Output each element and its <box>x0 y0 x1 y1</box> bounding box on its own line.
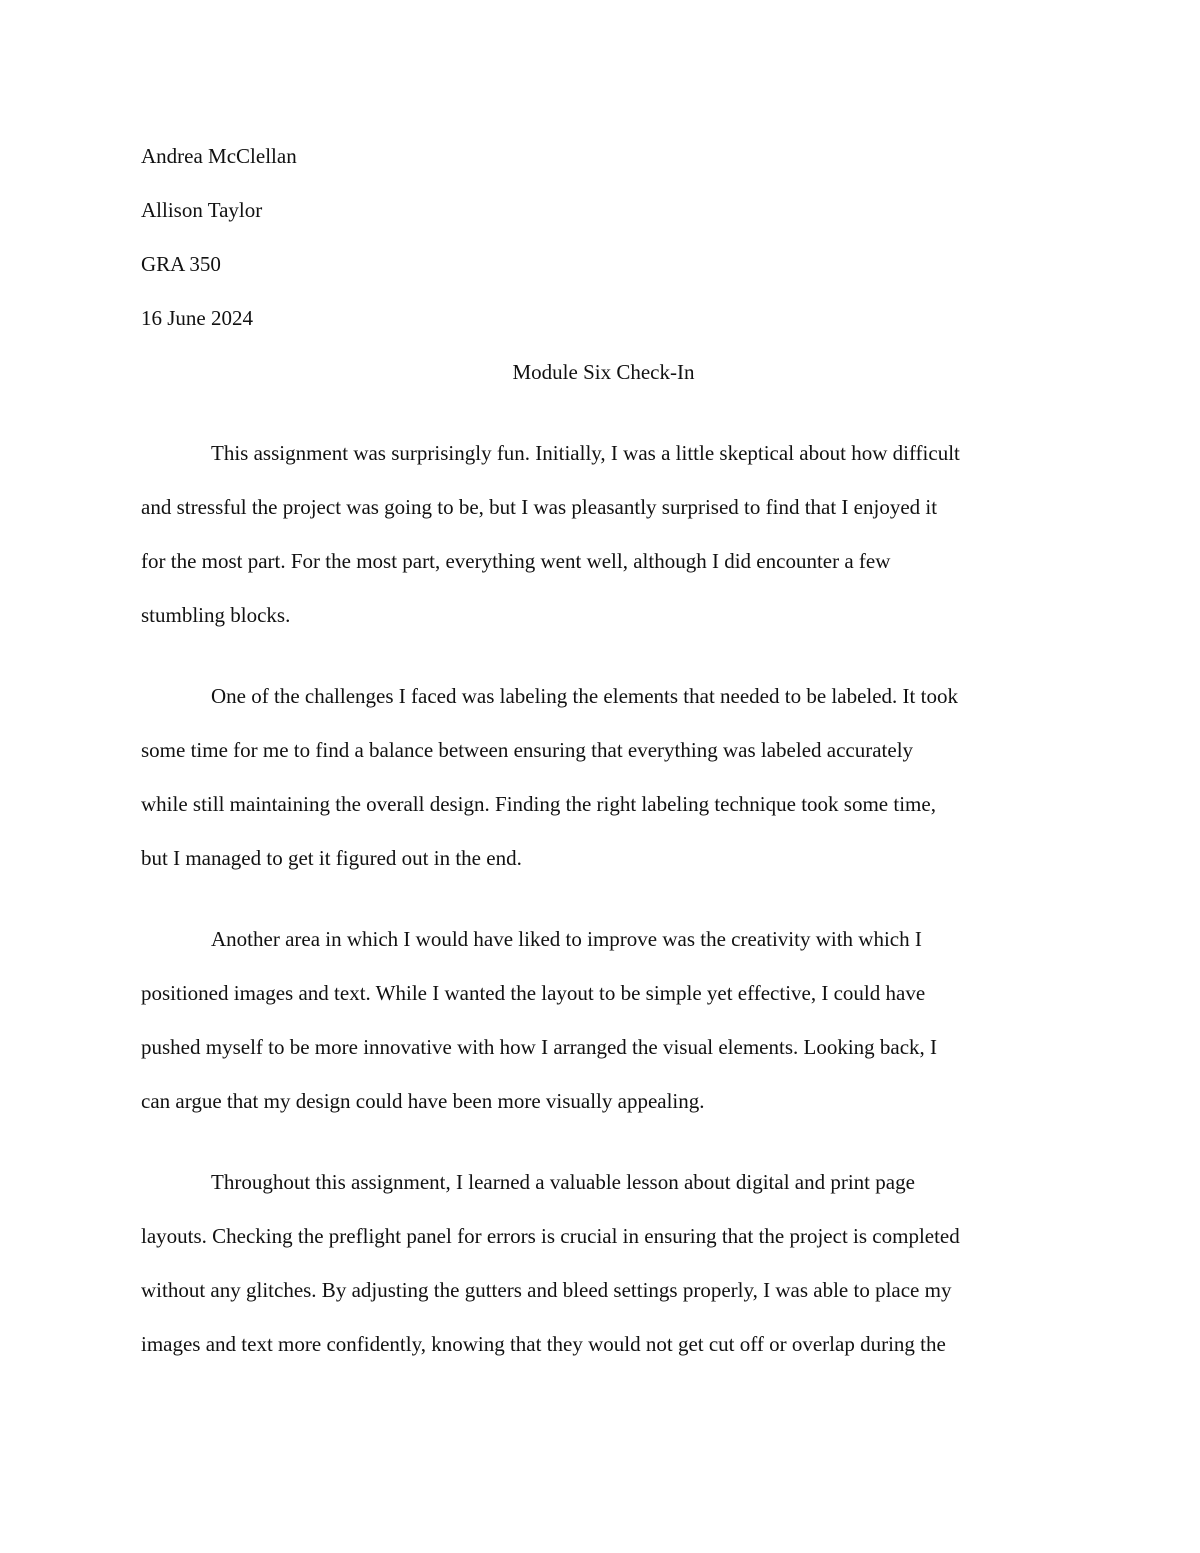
course-name: GRA 350 <box>141 252 221 276</box>
paragraph-line: pushed myself to be more innovative with how I arranged the visual elements. Looking back, I <box>141 1035 938 1059</box>
paragraph-line: without any glitches. By adjusting the gutters and bleed settings properly, I was able to place my <box>141 1278 952 1302</box>
paragraph <box>141 669 1066 885</box>
paragraph-line: for the most part. For the most part, everything went well, although I did encounter a few <box>141 549 891 573</box>
paragraph-line: images and text more confidently, knowing that they would not get cut off or overlap during the <box>141 1332 946 1356</box>
paragraph-line: while still maintaining the overall design. Finding the right labeling technique took some time, <box>141 792 936 816</box>
paragraph-line: but I managed to get it figured out in the end. <box>141 846 522 870</box>
student-name: Andrea McClellan <box>141 144 297 168</box>
paragraph-line: stumbling blocks. <box>141 603 291 627</box>
paragraph-line: and stressful the project was going to be, but I was pleasantly surprised to find that I enjoyed it <box>141 495 938 519</box>
paragraph-line: One of the challenges I faced was labeling the elements that needed to be labeled. It took <box>211 684 958 708</box>
paragraph-line: some time for me to find a balance between ensuring that everything was labeled accurately <box>141 738 914 762</box>
paragraph <box>141 1155 1066 1371</box>
paragraph-line: Another area in which I would have liked to improve was the creativity with which I <box>211 927 922 951</box>
paragraph-line: layouts. Checking the preflight panel for errors is crucial in ensuring that the project is completed <box>141 1224 960 1248</box>
paragraph-line: positioned images and text. While I wanted the layout to be simple yet effective, I could have <box>141 981 926 1005</box>
paragraph-line: Throughout this assignment, I learned a valuable lesson about digital and print page <box>211 1170 915 1194</box>
document-title: Module Six Check-In <box>512 360 695 384</box>
paragraph-line: can argue that my design could have been more visually appealing. <box>141 1089 705 1113</box>
paragraph-line: This assignment was surprisingly fun. Initially, I was a little skeptical about how difficult <box>211 441 960 465</box>
document-body <box>141 129 1066 1371</box>
instructor-name: Allison Taylor <box>141 198 263 222</box>
paragraph <box>141 426 1066 642</box>
paragraph <box>141 912 1066 1128</box>
document-date: 16 June 2024 <box>141 306 253 330</box>
